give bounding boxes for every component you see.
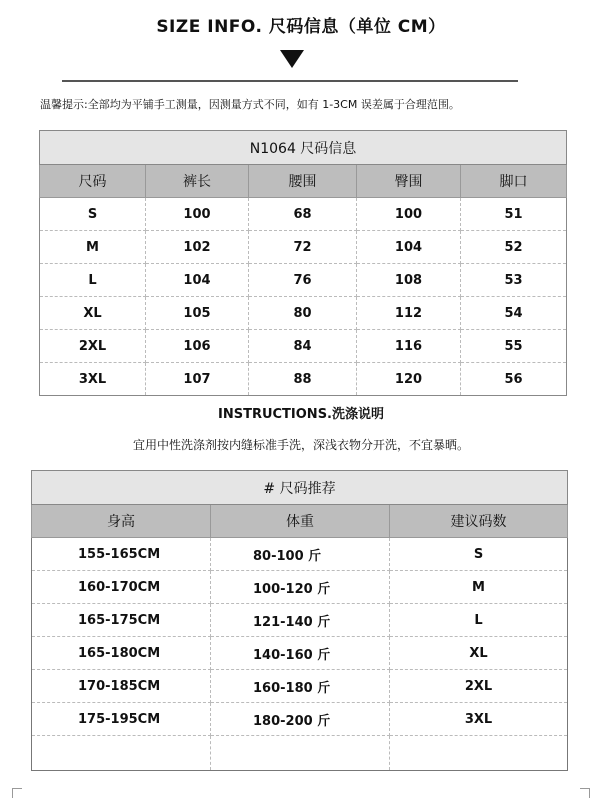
size-table-header: 脚口 (461, 165, 567, 198)
weight-cell: 100-120 斤 (211, 571, 390, 604)
table-row (32, 604, 568, 637)
page-corner-mark (12, 788, 22, 798)
weight-cell: 180-200 斤 (211, 703, 390, 736)
height-cell: 175-195CM (32, 703, 211, 736)
weight-cell: 140-160 斤 (211, 637, 390, 670)
length-cell: 100 (146, 198, 249, 231)
table-row (40, 198, 567, 231)
hip-cell: 100 (357, 198, 461, 231)
length-cell: 104 (146, 264, 249, 297)
recommended-size-cell: S (390, 538, 568, 571)
recommended-size-cell: M (390, 571, 568, 604)
size-table-header: 裤长 (146, 165, 249, 198)
hip-cell: 116 (357, 330, 461, 363)
size-recommendation-table (31, 470, 568, 771)
size-table (39, 130, 567, 396)
size-cell: L (40, 264, 146, 297)
table-row (40, 231, 567, 264)
size-cell: 3XL (40, 363, 146, 396)
page-corner-mark (580, 788, 590, 798)
recommendation-header: 建议码数 (390, 505, 568, 538)
size-cell: XL (40, 297, 146, 330)
table-row (40, 330, 567, 363)
table-row (32, 637, 568, 670)
recommended-size-cell: L (390, 604, 568, 637)
hem-cell: 54 (461, 297, 567, 330)
recommended-size-cell: 2XL (390, 670, 568, 703)
instructions-title: INSTRUCTIONS.洗涤说明 (218, 407, 384, 422)
page-title: SIZE INFO. 尺码信息（单位 CM） (156, 17, 446, 37)
size-cell: M (40, 231, 146, 264)
height-cell: 165-180CM (32, 637, 211, 670)
hip-cell: 104 (357, 231, 461, 264)
hem-cell: 53 (461, 264, 567, 297)
size-table-caption: N1064 尺码信息 (40, 131, 567, 165)
size-table-header: 尺码 (40, 165, 146, 198)
height-cell: 155-165CM (32, 538, 211, 571)
divider (62, 80, 518, 82)
height-cell: 170-185CM (32, 670, 211, 703)
waist-cell: 80 (249, 297, 357, 330)
measurement-tip: 温馨提示:全部均为平铺手工测量，因测量方式不同，如有 1-3CM 误差属于合理范围。 (40, 98, 460, 111)
recommended-size-cell: XL (390, 637, 568, 670)
hip-cell: 108 (357, 264, 461, 297)
length-cell: 105 (146, 297, 249, 330)
length-cell: 106 (146, 330, 249, 363)
hem-cell: 51 (461, 198, 567, 231)
recommendation-header: 体重 (211, 505, 390, 538)
height-cell: 165-175CM (32, 604, 211, 637)
table-row (40, 264, 567, 297)
size-cell: 2XL (40, 330, 146, 363)
table-row (40, 363, 567, 396)
height-cell: 160-170CM (32, 571, 211, 604)
hem-cell: 56 (461, 363, 567, 396)
size-table-header: 臀围 (357, 165, 461, 198)
recommendation-caption: # 尺码推荐 (32, 471, 568, 505)
instructions-text: 宜用中性洗涤剂按内缝标准手洗，深浅衣物分开洗，不宜暴晒。 (132, 438, 469, 452)
recommended-size-cell: 3XL (390, 703, 568, 736)
length-cell: 107 (146, 363, 249, 396)
hip-cell: 112 (357, 297, 461, 330)
waist-cell: 84 (249, 330, 357, 363)
waist-cell: 68 (249, 198, 357, 231)
length-cell: 102 (146, 231, 249, 264)
hip-cell: 120 (357, 363, 461, 396)
waist-cell: 88 (249, 363, 357, 396)
size-cell: S (40, 198, 146, 231)
table-row (32, 538, 568, 571)
hem-cell: 55 (461, 330, 567, 363)
empty-row (32, 736, 568, 771)
weight-cell: 160-180 斤 (211, 670, 390, 703)
table-row (32, 571, 568, 604)
recommendation-header: 身高 (32, 505, 211, 538)
waist-cell: 72 (249, 231, 357, 264)
table-row (32, 670, 568, 703)
table-row (32, 703, 568, 736)
waist-cell: 76 (249, 264, 357, 297)
hem-cell: 52 (461, 231, 567, 264)
weight-cell: 80-100 斤 (211, 538, 390, 571)
weight-cell: 121-140 斤 (211, 604, 390, 637)
size-table-header: 腰围 (249, 165, 357, 198)
table-row (40, 297, 567, 330)
down-arrow-icon (280, 50, 304, 68)
